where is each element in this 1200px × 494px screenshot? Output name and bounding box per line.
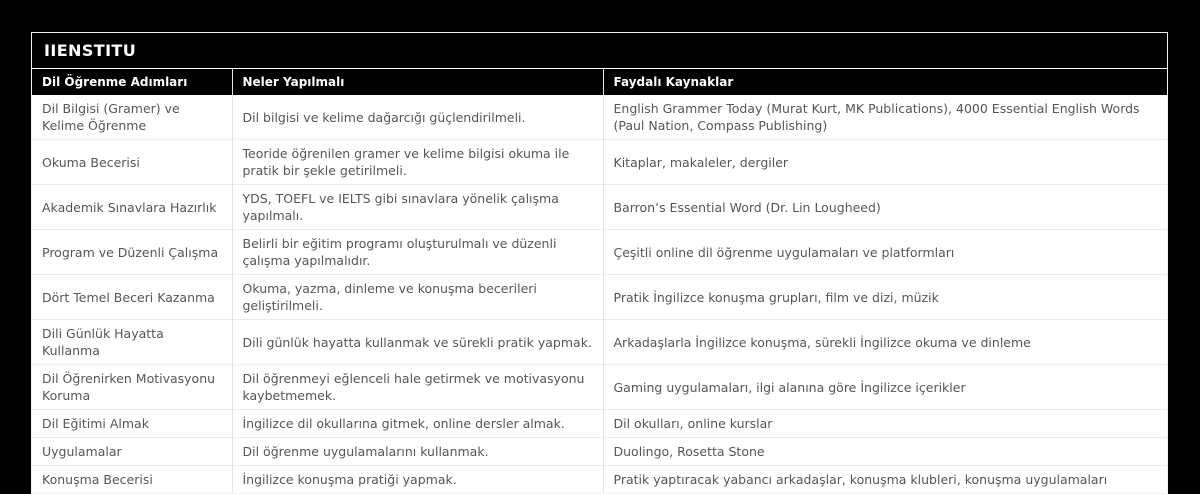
resources-cell: Pratik İngilizce konuşma grupları, film ve dizi, müzik	[603, 275, 1167, 320]
resources-cell: Arkadaşlarla İngilizce konuşma, sürekli İngilizce okuma ve dinleme	[603, 320, 1167, 365]
table-row	[32, 320, 1167, 365]
column-header-steps: Dil Öğrenme Adımları	[32, 69, 232, 95]
table-row	[32, 275, 1167, 320]
table-row	[32, 140, 1167, 185]
table-row	[32, 438, 1167, 466]
resources-cell: Pratik yaptıracak yabancı arkadaşlar, konuşma klubleri, konuşma uygulamaları	[603, 466, 1167, 494]
step-name-cell: Program ve Düzenli Çalışma	[32, 230, 232, 275]
resources-cell: English Grammer Today (Murat Kurt, MK Publications), 4000 Essential English Words (Paul Nation, Compass Publishing)	[603, 95, 1167, 140]
action-cell: Dil öğrenmeyi eğlenceli hale getirmek ve motivasyonu kaybetmemek.	[232, 365, 603, 410]
step-name-cell: Dil Bilgisi (Gramer) ve Kelime Öğrenme	[32, 95, 232, 140]
step-name-cell: Akademik Sınavlara Hazırlık	[32, 185, 232, 230]
action-cell: YDS, TOEFL ve IELTS gibi sınavlara yönelik çalışma yapılmalı.	[232, 185, 603, 230]
action-cell: Teoride öğrenilen gramer ve kelime bilgisi okuma ile pratik bir şekle getirilmeli.	[232, 140, 603, 185]
table-row	[32, 230, 1167, 275]
table-row	[32, 185, 1167, 230]
action-cell: İngilizce dil okullarına gitmek, online dersler almak.	[232, 410, 603, 438]
resources-cell: Barron’s Essential Word (Dr. Lin Lougheed)	[603, 185, 1167, 230]
step-name-cell: Dil Eğitimi Almak	[32, 410, 232, 438]
step-name-cell: Dört Temel Beceri Kazanma	[32, 275, 232, 320]
table-row	[32, 95, 1167, 140]
resources-cell: Gaming uygulamaları, ilgi alanına göre İngilizce içerikler	[603, 365, 1167, 410]
table-card	[31, 32, 1168, 494]
step-name-cell: Dil Öğrenirken Motivasyonu Koruma	[32, 365, 232, 410]
column-header-actions: Neler Yapılmalı	[232, 69, 603, 95]
step-name-cell: Okuma Becerisi	[32, 140, 232, 185]
table-row	[32, 466, 1167, 494]
action-cell: İngilizce konuşma pratiği yapmak.	[232, 466, 603, 494]
step-name-cell: Konuşma Becerisi	[32, 466, 232, 494]
resources-cell: Kitaplar, makaleler, dergiler	[603, 140, 1167, 185]
table-row	[32, 365, 1167, 410]
table-row	[32, 410, 1167, 438]
column-header-resources: Faydalı Kaynaklar	[603, 69, 1167, 95]
table-header-row	[32, 69, 1167, 95]
resources-cell: Duolingo, Rosetta Stone	[603, 438, 1167, 466]
action-cell: Okuma, yazma, dinleme ve konuşma becerileri geliştirilmeli.	[232, 275, 603, 320]
language-learning-table	[32, 69, 1167, 493]
step-name-cell: Uygulamalar	[32, 438, 232, 466]
brand-title: IIENSTITU	[32, 33, 1167, 69]
resources-cell: Dil okulları, online kurslar	[603, 410, 1167, 438]
action-cell: Dili günlük hayatta kullanmak ve sürekli pratik yapmak.	[232, 320, 603, 365]
step-name-cell: Dili Günlük Hayatta Kullanma	[32, 320, 232, 365]
action-cell: Dil öğrenme uygulamalarını kullanmak.	[232, 438, 603, 466]
action-cell: Belirli bir eğitim programı oluşturulmalı ve düzenli çalışma yapılmalıdır.	[232, 230, 603, 275]
resources-cell: Çeşitli online dil öğrenme uygulamaları ve platformları	[603, 230, 1167, 275]
action-cell: Dil bilgisi ve kelime dağarcığı güçlendirilmeli.	[232, 95, 603, 140]
